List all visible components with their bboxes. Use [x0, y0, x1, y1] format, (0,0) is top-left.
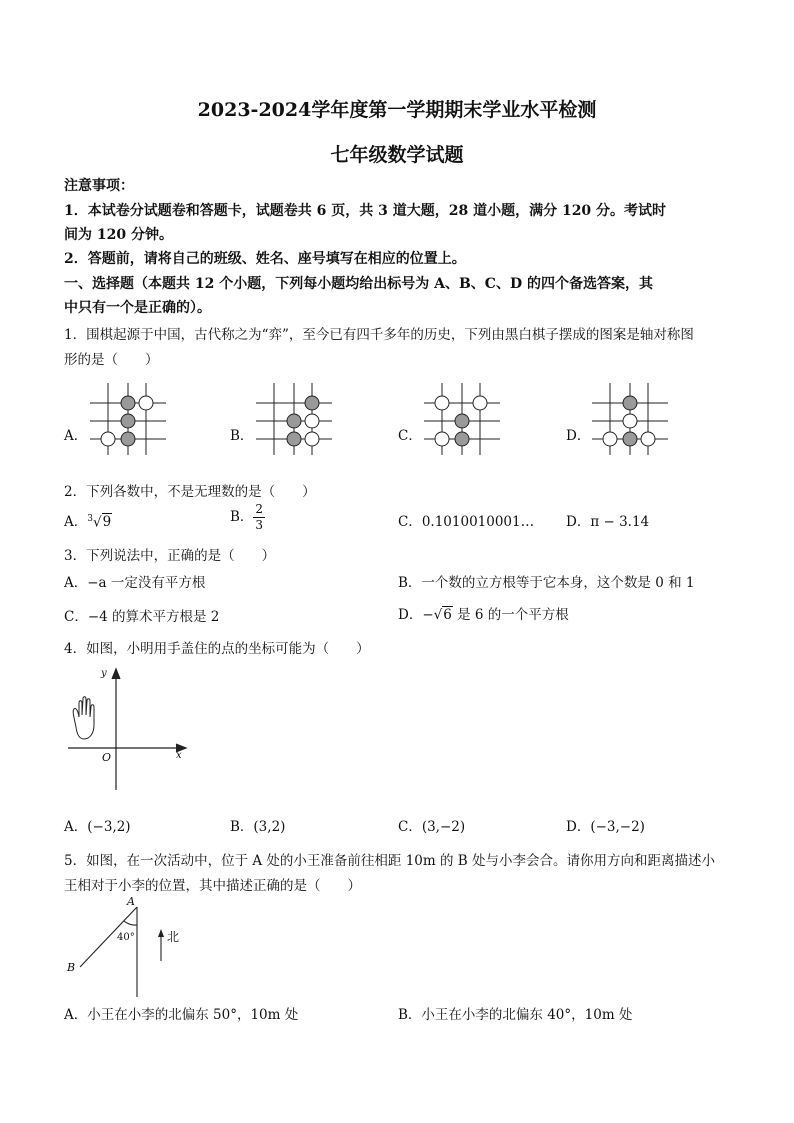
square-root-radicand: 6 [443, 607, 452, 623]
q5-option-a: A．小王在小李的北偏东 50°，10m 处 [64, 1007, 299, 1023]
q1-option-a-label: A． [64, 428, 88, 444]
q4-option-b: B．(3,2) [230, 819, 286, 835]
q3-option-a: A．−a 一定没有平方根 [64, 575, 206, 591]
cube-root-index: 3 [87, 513, 93, 524]
q4-option-c: C．(3,−2) [398, 819, 466, 835]
q1-option-d-label: D． [566, 428, 591, 444]
note-2: 2．答题前，请将自己的班级、姓名、座号填写在相应的位置上。 [64, 251, 466, 267]
cube-root: $^3$√9 [87, 513, 112, 530]
q3-option-b: B．一个数的立方根等于它本身，这个数是 0 和 1 [398, 575, 695, 591]
q1-option-b-label: B． [230, 428, 254, 444]
fraction [253, 502, 265, 533]
q4-axis-y-label: y [101, 668, 107, 679]
square-root: √6 [433, 607, 452, 623]
q2-option-c: C．0.1010010001… [398, 514, 535, 530]
q5-option-b: B．小王在小李的北偏东 40°，10m 处 [398, 1007, 633, 1023]
q4-coordinate-figure [64, 665, 194, 795]
page-subtitle: 七年级数学试题 [330, 144, 464, 166]
q1-figure-d [592, 383, 668, 455]
q2-option-b [230, 502, 265, 533]
section-1-line-1: 一、选择题（本题共 12 个小题，下列每小题均给出标号为 A、B、C、D 的四个备选答案，其 [64, 276, 653, 292]
fraction-denominator: 3 [255, 518, 264, 532]
note-1-line-1: 1．本试卷分试题卷和答题卡，试题卷共 6 页，共 3 道大题，28 道小题，满分 120 分。考试时 [64, 203, 667, 219]
q4-axis-x-label: x [176, 750, 182, 761]
q5-point-a-label: A [127, 895, 135, 908]
q5-north-label: 北 [167, 930, 180, 944]
q2-option-d: D．π − 3.14 [566, 514, 650, 530]
q1-figure-a [90, 383, 166, 455]
q5-stem-line-2: 王相对于小李的位置，其中描述正确的是（ ） [64, 878, 361, 894]
q2-stem: 2．下列各数中，不是无理数的是（ ） [64, 484, 316, 500]
q4-origin-label: O [102, 751, 112, 764]
notes-heading: 注意事项： [64, 178, 134, 194]
hand-icon [73, 697, 94, 739]
page-title: 2023-2024学年度第一学期期末学业水平检测 [197, 99, 597, 121]
q3-stem: 3．下列说法中，正确的是（ ） [64, 548, 276, 564]
q1-figure-b [256, 383, 332, 455]
q2-option-b-label: B． [230, 509, 254, 525]
q2-option-a [64, 510, 112, 530]
q3-option-d-rest: 是 6 的一个平方根 [452, 607, 569, 623]
q5-direction-figure [64, 895, 194, 1000]
q2-option-a-label: A． [64, 514, 88, 530]
section-1-line-2: 中只有一个是正确的）。 [64, 300, 211, 316]
q1-stem-line-1: 1．围棋起源于中国，古代称之为“弈”，至今已有四千多年的历史，下列由黑白棋子摆成的图案是轴对称图 [64, 327, 694, 343]
fraction-numerator: 2 [255, 502, 264, 516]
q1-stem-line-2: 形的是（ ） [64, 352, 159, 368]
note-1-line-2: 间为 120 分钟。 [64, 227, 173, 243]
q5-angle-label: 40° [117, 932, 135, 943]
q4-option-d: D．(−3,−2) [566, 819, 645, 835]
q3-option-d-label: D．− [398, 607, 434, 623]
q4-stem: 4．如图，小明用手盖住的点的坐标可能为（ ） [64, 641, 370, 657]
q1-option-c-label: C． [398, 428, 422, 444]
q5-point-b-label: B [67, 961, 76, 974]
q3-option-d [398, 603, 569, 623]
q1-figure-c [424, 383, 500, 455]
q3-option-c: C．−4 的算术平方根是 2 [64, 609, 220, 625]
q5-stem-line-1: 5．如图，在一次活动中，位于 A 处的小王准备前往相距 10m 的 B 处与小李会合。请你用方向和距离描述小 [64, 853, 715, 869]
cube-root-radicand: 9 [102, 514, 112, 530]
q4-option-a: A．(−3,2) [64, 819, 131, 835]
